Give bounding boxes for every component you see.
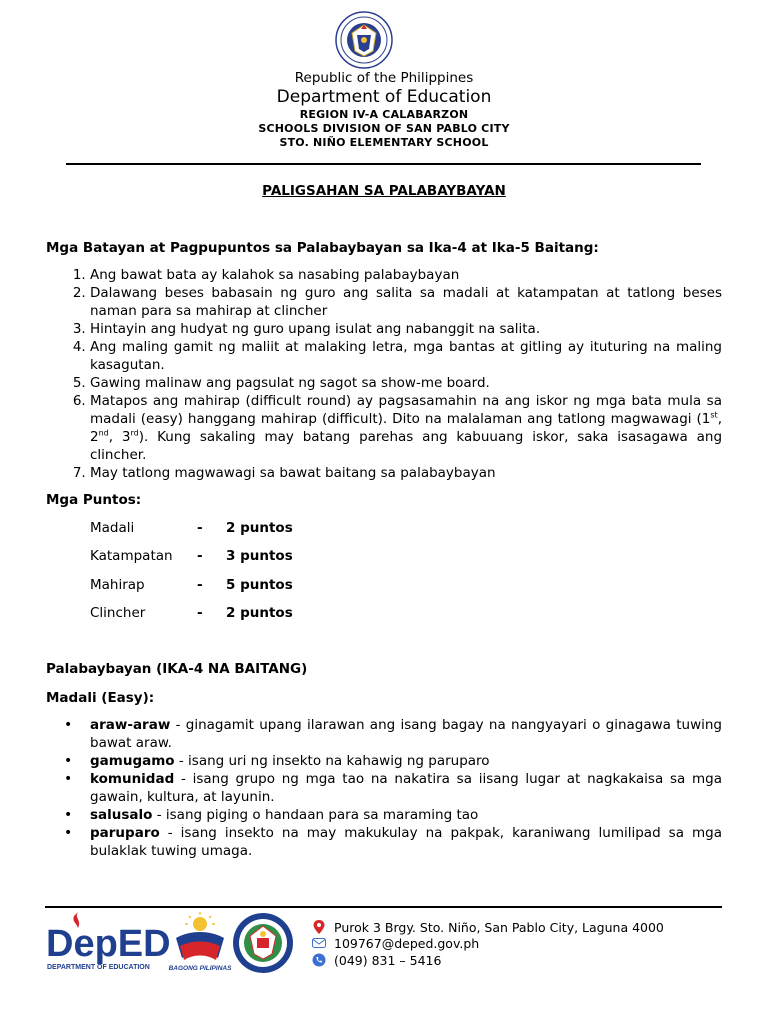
bullet-icon: • — [64, 825, 73, 841]
word-item — [64, 716, 722, 752]
deped-seal-icon — [335, 11, 393, 69]
rule-text: ). Kung sakaling may batang parehas ang kabuuang iskor, saka isasagawa ang clincher. — [90, 429, 723, 463]
word-term: salusalo — [90, 807, 153, 823]
easy-heading: Madali (Easy): — [46, 690, 155, 706]
points-value: 2 puntos — [226, 605, 293, 621]
points-value: 2 puntos — [226, 520, 293, 536]
bullet-icon: • — [64, 753, 73, 769]
grade-heading: Palabaybayan (IKA-4 NA BAITANG) — [46, 661, 308, 677]
rule-text: May tatlong magwawagi sa bawat baitang sa palabaybayan — [90, 465, 496, 481]
word-definition: - ginagamit upang ilarawan ang isang bagay na nangyayari o ginagawa tuwing bawat araw. — [90, 717, 722, 751]
word-definition: - isang grupo ng mga tao na nakatira sa iisang lugar at nagkakaisa sa mga gawain, kultura, at layunin. — [90, 771, 722, 805]
rule-text: , 2 — [90, 411, 722, 445]
rule-text: Ang bawat bata ay kalahok sa nasabing palabaybayan — [90, 267, 460, 283]
word-item — [64, 806, 722, 824]
bullet-icon: • — [64, 771, 73, 787]
rules-list — [46, 266, 722, 482]
phone-icon — [312, 953, 326, 967]
points-label: Clincher — [90, 605, 146, 621]
word-definition: - isang insekto na may makukulay na pakpak, karaniwang lumilipad sa mga bulaklak tuwing umaga. — [90, 825, 722, 859]
header-department: Department of Education — [276, 87, 492, 107]
rule-text: Dalawang beses babasain ng guro ang salita sa madali at katampatan at tatlong beses naman para sa mahirap at clincher — [90, 285, 722, 319]
header-division: SCHOOLS DIVISION OF SAN PABLO CITY — [258, 122, 510, 135]
rule-text: Hintayin ang hudyat ng guro upang isulat ang nabanggit na salita. — [90, 321, 541, 337]
criteria-heading: Mga Batayan at Pagpupuntos sa Palabaybayan sa Ika-4 at Ika-5 Baitang: — [46, 240, 599, 256]
header-divider — [66, 163, 701, 165]
word-term: gamugamo — [90, 753, 175, 769]
bullet-icon: • — [64, 717, 73, 733]
points-label: Katampatan — [90, 548, 173, 564]
word-definition: - isang uri ng insekto na kahawig ng paruparo — [174, 753, 490, 769]
word-term: araw-araw — [90, 717, 171, 733]
points-label: Mahirap — [90, 577, 145, 593]
rule-item — [90, 266, 722, 284]
bullet-icon: • — [64, 807, 73, 823]
points-value: 3 puntos — [226, 548, 293, 564]
deped-logo-text: DepED — [46, 923, 171, 965]
header-region: REGION IV-A CALABARZON — [299, 108, 469, 121]
email-text[interactable]: 109767@deped.gov.ph — [334, 936, 480, 951]
rule-item — [90, 284, 722, 320]
points-dash: - — [197, 577, 203, 593]
word-term: komunidad — [90, 771, 175, 787]
ordinal-suffix: nd — [98, 428, 109, 438]
rule-text: Matapos ang mahirap (difficult round) ay pagsasamahin na ang iskor ng mga bata mula sa madali (easy) hanggang mahirap (difficult). Dito na malalaman ang tatlong magwawagi (1 — [90, 393, 722, 427]
points-dash: - — [197, 548, 203, 564]
points-heading: Mga Puntos: — [46, 492, 142, 508]
rule-item — [90, 392, 722, 464]
rule-text: Ang maling gamit ng maliit at malaking letra, mga bantas at gitling ay ituturing na maling kasagutan. — [90, 339, 722, 373]
bagong-pilipinas-logo-icon — [168, 910, 232, 972]
word-item — [64, 770, 722, 806]
phone-text: (049) 831 – 5416 — [334, 953, 442, 968]
rule-item — [90, 464, 722, 482]
rule-item — [90, 338, 722, 374]
rule-text: , 3 — [108, 429, 131, 445]
ordinal-suffix: st — [710, 410, 718, 420]
deped-logo-icon — [46, 908, 171, 974]
word-definition: - isang piging o handaan para sa maraming tao — [152, 807, 479, 823]
points-dash: - — [197, 605, 203, 621]
rule-item — [90, 320, 722, 338]
points-value: 5 puntos — [226, 577, 293, 593]
document-title: PALIGSAHAN SA PALABAYBAYAN — [262, 183, 506, 199]
header-republic: Republic of the Philippines — [294, 70, 474, 86]
deped-logo-subtitle: DEPARTMENT OF EDUCATION — [47, 964, 150, 971]
bagong-pilipinas-text: BAGONG PILIPINAS — [168, 965, 232, 972]
school-seal-icon — [232, 912, 294, 974]
location-pin-icon — [312, 920, 326, 934]
word-term: paruparo — [90, 825, 160, 841]
ordinal-suffix: rd — [130, 428, 139, 438]
points-label: Madali — [90, 520, 135, 536]
rule-text: Gawing malinaw ang pagsulat ng sagot sa show-me board. — [90, 375, 490, 391]
word-item — [64, 824, 722, 860]
points-dash: - — [197, 520, 203, 536]
rule-item — [90, 374, 722, 392]
address-text: Purok 3 Brgy. Sto. Niño, San Pablo City, Laguna 4000 — [334, 920, 664, 935]
word-item — [64, 752, 722, 770]
header-school: STO. NIÑO ELEMENTARY SCHOOL — [279, 136, 489, 149]
word-list — [46, 716, 722, 860]
email-icon — [312, 936, 326, 950]
